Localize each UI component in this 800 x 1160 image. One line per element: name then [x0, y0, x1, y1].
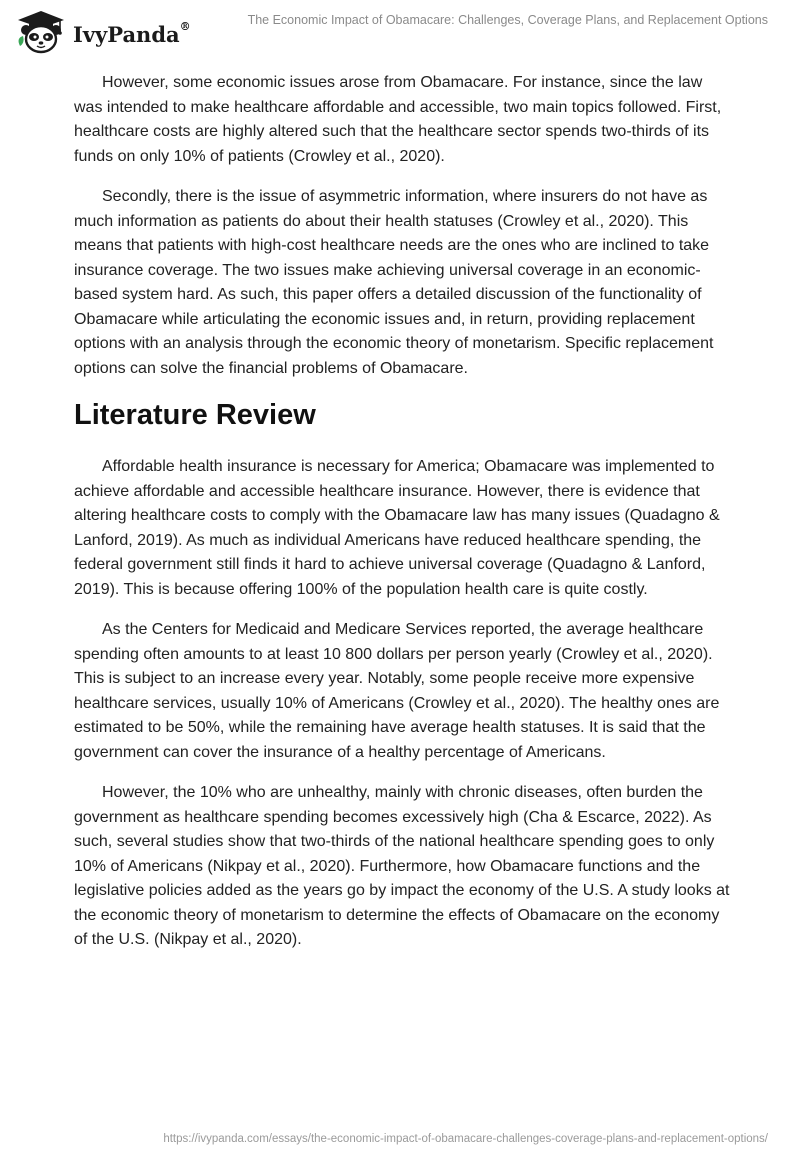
panda-graduate-icon	[14, 8, 66, 54]
document-title: The Economic Impact of Obamacare: Challenges, Coverage Plans, and Replacement Options	[247, 13, 768, 27]
paragraph: As the Centers for Medicaid and Medicare Services reported, the average healthcare spending often amounts to at least 10 800 dollars per person yearly (Crowley et al., 2020). This is subject to an increase every year. Notably, some people receive more expensive healthcare services, usually 10% of Americans (Crowley et al., 2020). The healthy ones are estimated to be 50%, while the remaining have average health statuses. It is said that the government can cover the insurance of a healthy percentage of Americans.	[74, 621, 720, 761]
page-header	[0, 0, 800, 60]
paragraph: However, some economic issues arose from Obamacare. For instance, since the law was intended to make healthcare affordable and accessible, two main topics followed. First, healthcare costs are highly altered such that the healthcare sector spends two-thirds of its funds on only 10% of patients (Crowley et al., 2020).	[74, 74, 722, 165]
essay-content	[74, 71, 734, 969]
logo-wordmark: IvyPanda®	[73, 20, 191, 47]
paragraph: Secondly, there is the issue of asymmetric information, where insurers do not have as much information as patients do about their health statuses (Crowley et al., 2020). This means that patients with high-cost healthcare needs are the ones who are inclined to take insurance coverage. The two issues make achieving universal coverage in an economic-based system hard. As such, this paper offers a detailed discussion of the functionality of Obamacare while articulating the economic issues and, in return, providing replacement options with an analysis through the economic theory of monetarism. Specific replacement options can solve the financial problems of Obamacare.	[74, 188, 714, 377]
section-heading: Literature Review	[74, 399, 316, 431]
paragraph: However, the 10% who are unhealthy, mainly with chronic diseases, often burden the government as healthcare spending becomes excessively high (Cha & Escarce, 2022). As such, several studies show that two-thirds of the national healthcare spending goes to only 10% of Americans (Nikpay et al., 2020). Furthermore, how Obamacare functions and the legislative policies added as the years go by impact the economy of the U.S. A study looks at the economic theory of monetarism to determine the effects of Obamacare on the economy of the U.S. (Nikpay et al., 2020).	[74, 784, 730, 948]
ivypanda-logo[interactable]	[14, 8, 214, 54]
source-url[interactable]: https://ivypanda.com/essays/the-economic-impact-of-obamacare-challenges-coverage-plans-and-replacement-options/	[163, 1133, 768, 1145]
paragraph: Affordable health insurance is necessary for America; Obamacare was implemented to achieve affordable and accessible healthcare insurance. However, there is evidence that altering healthcare costs to comply with the Obamacare law has many issues (Quadagno & Lanford, 2019). As much as individual Americans have reduced healthcare spending, the federal government still finds it hard to achieve universal coverage (Quadagno & Lanford, 2019). This is because offering 100% of the population health care is quite costly.	[74, 458, 720, 598]
